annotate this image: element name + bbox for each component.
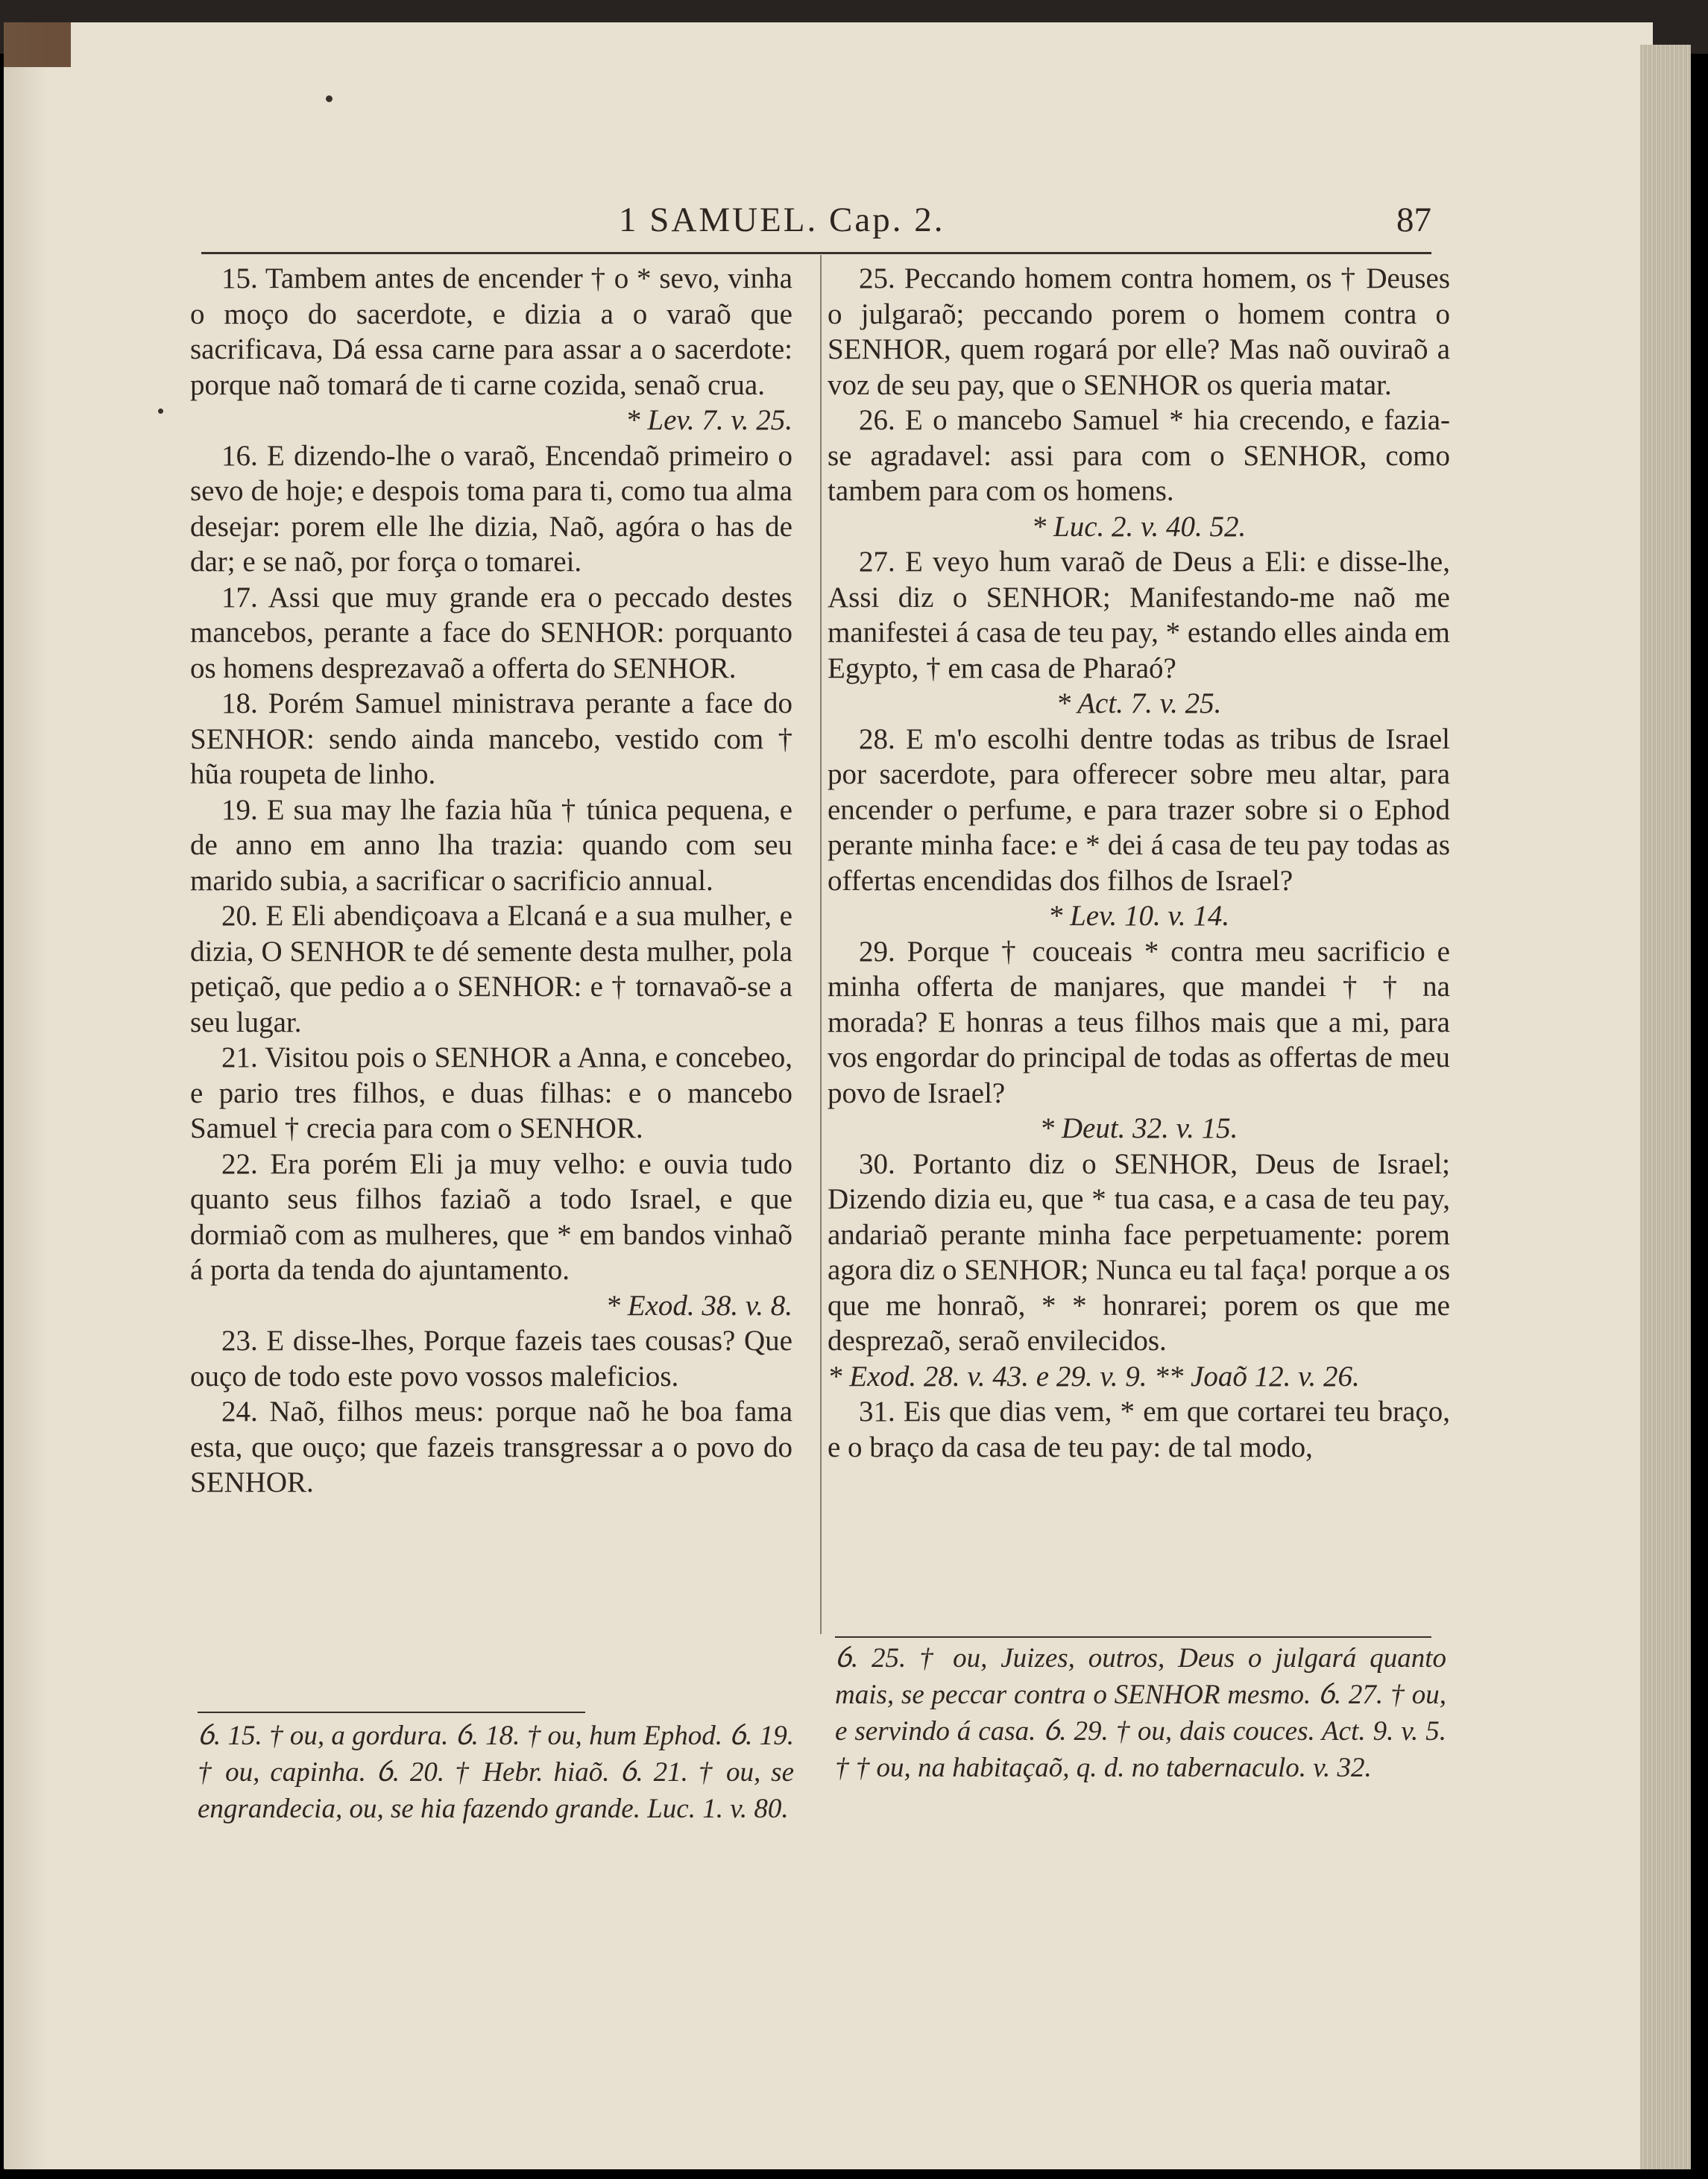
verse-29: 29. Porque † couceais * contra meu sacrificio e minha offerta de manjares, que mandei † † na morada? E honras a teus filhos mais que a mi, para vos engordar do principal de todas as offertas de meu povo de Israel? <box>828 935 1450 1109</box>
right-column <box>828 261 1450 1465</box>
verse-27: 27. E veyo hum varaõ de Deus a Eli: e disse-lhe, Assi diz o SENHOR; Manifestando-me naõ me manifestei á casa de teu pay, * estando elles ainda em Egypto, † em casa de Pharaó? <box>828 546 1450 684</box>
cross-reference: * Exod. 38. v. 8. <box>605 1289 792 1322</box>
verse-21: 21. Visitou pois o SENHOR a Anna, e concebeo, e pario tres filhos, e duas filhas: e o mancebo Samuel † crecia para com o SENHOR. <box>190 1041 792 1144</box>
column-divider <box>820 255 822 1634</box>
running-header <box>201 200 1431 252</box>
page-fore-edge <box>1640 45 1691 2169</box>
cross-reference: * Exod. 28. v. 43. e 29. v. 9. ** Joaõ 12. v. 26. <box>828 1360 1360 1393</box>
ink-spot <box>158 409 163 414</box>
verse-26: 26. E o mancebo Samuel * hia crecendo, e fazia-se agradavel: assi para com o SENHOR, como tambem para com os homens. <box>828 404 1450 507</box>
verse-20: 20. E Eli abendiçoava a Elcaná e a sua mulher, e dizia, O SENHOR te dé semente desta mulher, pola petiçaõ, que pedio a o SENHOR: e † tornavaõ-se a seu lugar. <box>190 900 792 1038</box>
gutter-shadow <box>4 22 48 2169</box>
cross-reference: * Luc. 2. v. 40. 52. <box>1031 510 1247 543</box>
footnote-rule <box>835 1636 1431 1638</box>
page-number: 87 <box>1396 201 1431 239</box>
header-title: 1 SAMUEL. Cap. 2. <box>619 201 945 239</box>
verse-23: 23. E disse-lhes, Porque fazeis taes cousas? Que ouço de todo este povo vossos maleficios. <box>190 1325 792 1393</box>
verse-15: 15. Tambem antes de encender † o * sevo, vinha o moço do sacerdote, e dizia a o varaõ que sacrificava, Dá essa carne para assar a o sacerdote: porque naõ tomará de ti carne cozida, senaõ crua. <box>190 262 792 401</box>
verse-22: 22. Era porém Eli ja muy velho: e ouvia tudo quanto seus filhos faziaõ a todo Israel, e que dormiaõ com as mulheres, que * em bandos vinhaõ á porta da tenda do ajuntamento. <box>190 1147 792 1286</box>
verse-19: 19. E sua may lhe fazia hũa † túnica pequena, e de anno em anno lha trazia: quando com seu marido subia, a sacrificar o sacrificio annual. <box>190 793 792 897</box>
cross-reference: * Deut. 32. v. 15. <box>1039 1112 1238 1144</box>
verse-30: 30. Portanto diz o SENHOR, Deus de Israel; Dizendo dizia eu, que * tua casa, e a casa de teu pay, andariaõ perante minha face perpetuamente: porem agora diz o SENHOR; Nunca eu tal faça! porque a os que me honraõ, * * honrarei; porem os que me desprezaõ, seraõ envilecidos. <box>828 1147 1450 1357</box>
verse-16: 16. E dizendo-lhe o varaõ, Encendaõ primeiro o sevo de hoje; e despois toma para ti, como tua alma desejar: porem elle lhe dizia, Naõ, agóra o has de dar; e se naõ, por força o tomarei. <box>190 439 792 578</box>
header-rule <box>201 252 1431 254</box>
footnote-rule <box>198 1712 585 1713</box>
ink-spot <box>326 95 333 102</box>
verse-17: 17. Assi que muy grande era o peccado destes mancebos, perante a face do SENHOR: porquanto os homens desprezavaõ a offerta do SENHOR. <box>190 581 792 684</box>
verse-24: 24. Naõ, filhos meus: porque naõ he boa fama esta, que ouço; que fazeis transgressar a o povo do SENHOR. <box>190 1396 792 1498</box>
verse-25: 25. Peccando homem contra homem, os † Deuses o julgaraõ; peccando porem o homem contra o SENHOR, quem rogará por elle? Mas naõ ouviraõ a voz de seu pay, que o SENHOR os queria matar. <box>828 262 1450 401</box>
verse-31: 31. Eis que dias vem, * em que cortarei teu braço, e o braço da casa de teu pay: de tal modo, <box>828 1396 1450 1463</box>
left-column <box>190 261 792 1501</box>
cross-reference: * Act. 7. v. 25. <box>1056 687 1222 719</box>
footnotes-left: ỽ. 15. † ou, a gordura. ỽ. 18. † ou, hum Ephod. ỽ. 19. † ou, capinha. ỽ. 20. † Hebr. hiaõ. ỽ. 21. † ou, se engrandecia, ou, se hia fazendo grande. Luc. 1. v. 80. <box>198 1721 794 1824</box>
verse-18: 18. Porém Samuel ministrava perante a face do SENHOR: sendo ainda mancebo, vestido com † hũa roupeta de linho. <box>190 687 792 790</box>
footnotes-right: ỽ. 25. † ou, Juizes, outros, Deus o julgará quanto mais, se peccar contra o SENHOR mesmo. ỽ. 27. † ou, e servindo á casa. ỽ. 29. † ou, dais couces. Act. 9. v. 5. † † ou, na habitaçaõ, q. d. no tabernaculo. v. 32. <box>835 1643 1446 1783</box>
cross-reference: * Lev. 10. v. 14. <box>1047 900 1230 932</box>
verse-28: 28. E m'o escolhi dentre todas as tribus de Israel por sacerdote, para offerecer sobre meu altar, para encender o perfume, e para trazer sobre si o Ephod perante minha face: e * dei á casa de teu pay todas as offertas encendidas dos filhos de Israel? <box>828 722 1450 897</box>
cross-reference: * Lev. 7. v. 25. <box>625 404 792 436</box>
